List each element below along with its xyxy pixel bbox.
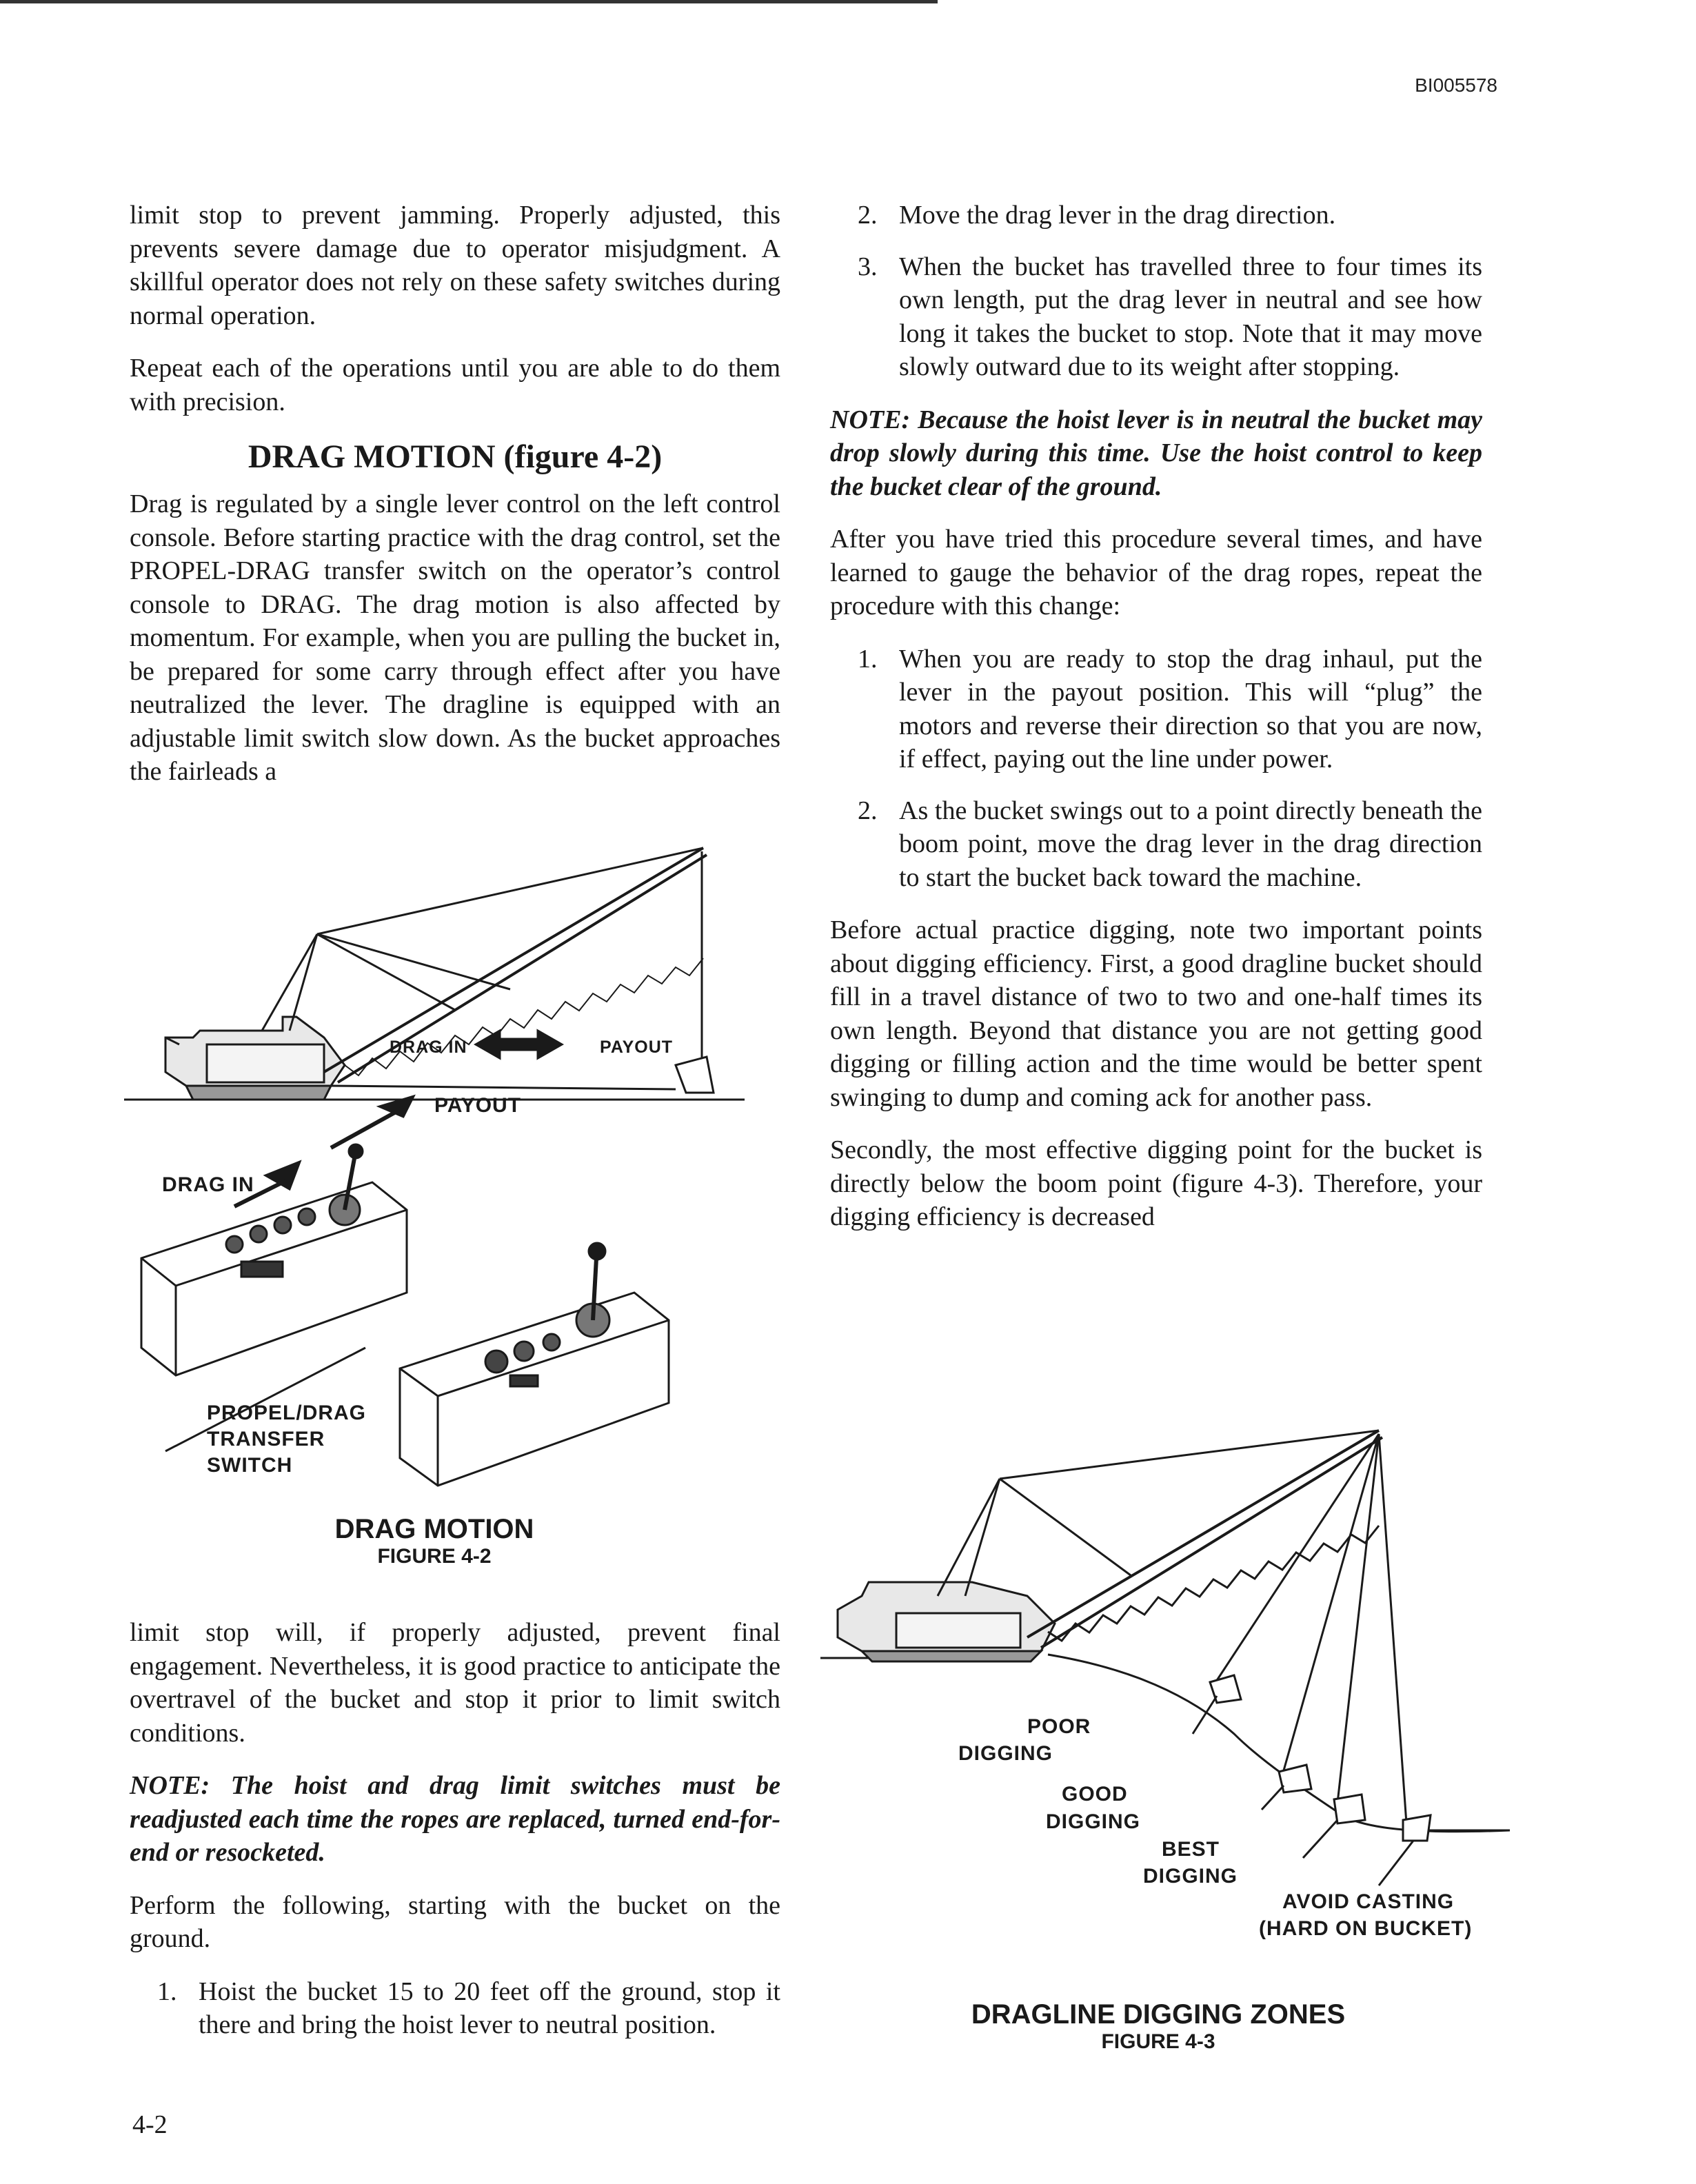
list-item: 1. Hoist the bucket 15 to 20 feet off the ground, stop it there and bring the hoist lever to neutral position. [157,1976,780,2039]
label-poor-digging: DIGGING [958,1742,1053,1765]
paragraph: Secondly, the most effective digging point for the bucket is directly below the boom point (figure 4-3). Therefore, your digging efficiency is decreased [830,1135,1482,1231]
label-drag-in: DRAG IN [390,1038,467,1057]
section-heading: DRAG MOTION (figure 4-2) [248,438,663,475]
bucket [676,1057,714,1093]
label-best-digging: DIGGING [1143,1865,1238,1888]
label-poor: POOR [1027,1715,1091,1738]
note: NOTE: Because the hoist lever is in neutral the bucket may drop slowly during this time. Use the hoist control to keep the bucket clear of the ground. [830,405,1482,501]
figure-drag-motion [124,838,772,1493]
label-payout-lever: PAYOUT [434,1094,522,1117]
list-item: 3. When the bucket has travelled three to four times its own length, put the drag lever in neutral and see how long it takes the bucket to stop. Note that it may move slowly outward due to its weight after stopping. [858,252,1482,381]
right-console [400,1293,669,1486]
caption-number: FIGURE 4-3 [1101,2030,1215,2053]
double-arrow-icon [476,1031,562,1058]
note: NOTE: The hoist and drag limit switches must be readjusted each time the ropes are replaced, turned end-for-end or resocketed. [130,1771,780,1867]
drag-rope [331,1086,676,1089]
arrow-drag-in-icon [265,1162,300,1189]
paragraph: Before actual practice digging, note two important points about digging efficiency. First, a good dragline bucket should fill in a travel distance of two to two and one-half times its own length. Beyond that distance you are not getting good digging or filling action and the time would be better spent swinging to dump and coming ack for another pass. [830,916,1482,1112]
figure-caption-4-2 [262,1514,607,1568]
list-item: 2. As the bucket swings out to a point directly beneath the boom point, move the drag lever in the drag direction to start the bucket back toward the machine. [858,796,1482,892]
bucket-avoid [1403,1815,1431,1841]
boom [1027,1430,1379,1637]
paragraph: Drag is regulated by a single lever control on the left control console. Before starting practice with the drag control, set the PROPEL-DRAG transfer switch on the operator’s control console to DRAG. The drag motion is also affected by momentum. For example, when you are pulling the bucket in, be prepared for some carry through effect after you have neutralized the lever. The dragline is equipped with an adjustable limit switch slow down. As the bucket approaches the fairleads a [130,489,780,786]
left-column-bottom [130,1616,780,2061]
figure-dragline-digging-zones [820,1417,1510,1941]
paragraph: limit stop will, if properly adjusted, prevent final engagement. Nevertheless, it is good practice to anticipate the overtravel of the bucket and stop it prior to limit switch conditions. [130,1618,780,1748]
paragraph: limit stop to prevent jamming. Properly adjusted, this prevents severe damage due to operator misjudgment. A skillful operator does not rely on these safety switches during normal operation. [130,201,780,330]
list-item: 1. When you are ready to stop the drag inhaul, put the lever in the payout position. This will “plug” the motors and reverse their direction so that you are now, if effect, paying out the line under power. [858,644,1482,774]
step-list [830,643,1482,895]
label-switch: SWITCH [207,1454,293,1477]
page-number: 4-2 [132,2110,168,2139]
label-good: GOOD [1062,1783,1128,1806]
label-avoid-casting: AVOID CASTING [1282,1890,1455,1913]
a-frame [938,1479,1000,1596]
label-payout: PAYOUT [600,1038,674,1057]
caption-number: FIGURE 4-2 [377,1545,492,1568]
label-best: BEST [1162,1838,1220,1861]
list-item: 2. Move the drag lever in the drag direction. [858,201,1336,230]
paragraph: After you have tried this procedure several times, and have learned to gauge the behavior of the drag ropes, repeat the procedure with this change: [830,525,1482,620]
paragraph: Repeat each of the operations until you are able to do them with precision. [130,354,780,416]
step-list [830,199,1482,384]
label-drag-in-lever: DRAG IN [162,1173,254,1196]
step-list [130,1975,780,2042]
paragraph: Perform the following, starting with the bucket on the ground. [130,1890,780,1953]
label-propel-drag: PROPEL/DRAG [207,1402,367,1424]
caption-title: DRAG MOTION [334,1514,534,1544]
document-id: BI005578 [1415,74,1497,96]
left-console [141,1182,407,1375]
scan-top-edge [0,0,938,3]
label-good-digging: DIGGING [1046,1810,1141,1833]
label-hard-on-bucket: (HARD ON BUCKET) [1259,1917,1473,1940]
caption-title: DRAGLINE DIGGING ZONES [971,1999,1346,2030]
label-transfer: TRANSFER [207,1428,325,1450]
right-column [830,199,1482,1253]
bucket-best [1334,1794,1365,1823]
left-column-top [130,199,780,808]
figure-caption-4-3 [917,1999,1400,2054]
